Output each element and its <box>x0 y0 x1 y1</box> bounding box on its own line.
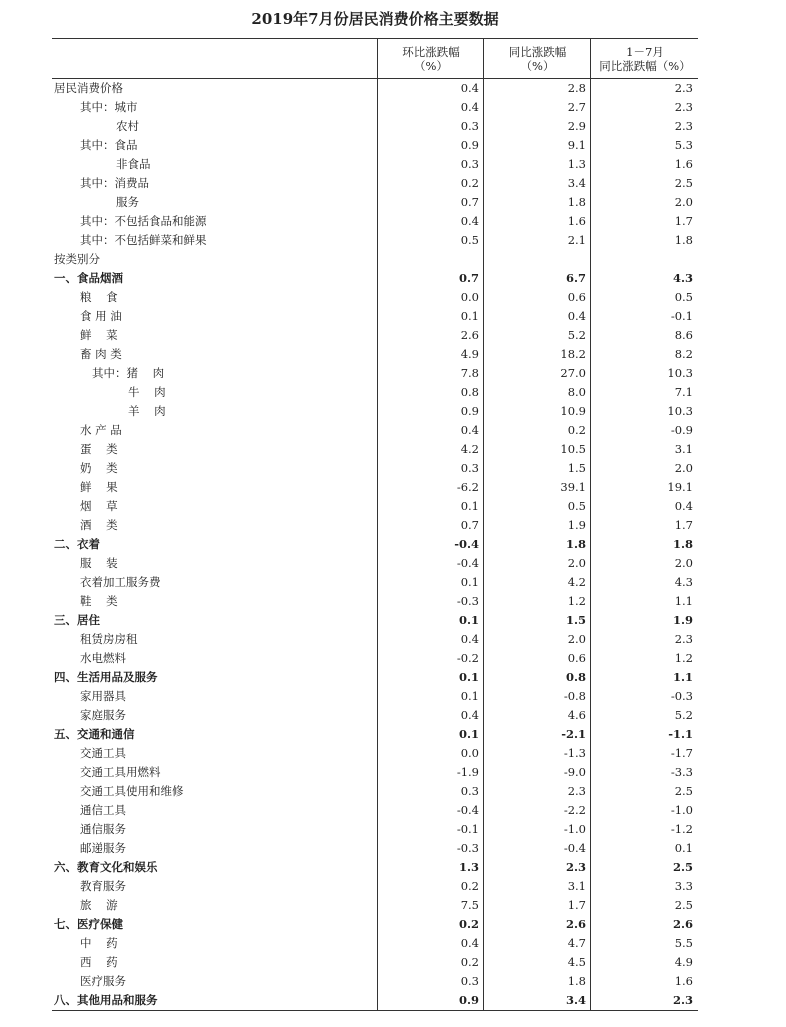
cell-mom: 0.3 <box>460 461 479 475</box>
table-row <box>52 763 698 782</box>
cell-ytd: 1.6 <box>674 974 693 988</box>
cell-yoy: 1.7 <box>567 898 586 912</box>
cell-ytd: 4.9 <box>674 955 693 969</box>
row-label: 其中：食品 <box>80 138 138 152</box>
row-label: 水电燃料 <box>80 651 126 665</box>
cell-ytd: -0.3 <box>670 689 693 703</box>
table-row <box>52 250 698 269</box>
cell-ytd: 1.9 <box>672 613 693 627</box>
cell-yoy: 18.2 <box>560 347 586 361</box>
row-label: 邮递服务 <box>80 841 126 855</box>
cell-yoy: 0.8 <box>565 670 586 684</box>
cell-ytd: 10.3 <box>667 366 693 380</box>
cell-yoy: 2.8 <box>567 81 586 95</box>
cell-ytd: 0.4 <box>674 499 693 513</box>
table-row <box>52 231 698 250</box>
cell-ytd: 2.0 <box>674 556 693 570</box>
cell-mom: 0.0 <box>460 290 479 304</box>
cell-ytd: 1.6 <box>674 157 693 171</box>
row-label: 畜 肉 类 <box>80 347 122 361</box>
cell-ytd: -1.1 <box>668 727 693 741</box>
table-row <box>52 991 698 1010</box>
row-label: 衣着加工服务费 <box>80 575 161 589</box>
table-header <box>52 39 698 79</box>
table-row <box>52 725 698 744</box>
cell-ytd: 4.3 <box>674 575 693 589</box>
row-label: 其中：不包括鲜菜和鲜果 <box>80 233 207 247</box>
table-row <box>52 79 698 98</box>
cell-yoy: 1.8 <box>567 974 586 988</box>
cell-yoy: 0.6 <box>567 651 586 665</box>
cell-yoy: 2.3 <box>565 860 586 874</box>
cell-mom: 0.4 <box>460 214 479 228</box>
table-row <box>52 573 698 592</box>
cell-yoy <box>483 250 586 269</box>
cell-mom: 0.3 <box>460 157 479 171</box>
header-yoy <box>483 39 591 78</box>
cell-ytd: 2.5 <box>672 860 693 874</box>
cell-ytd: 2.3 <box>674 119 693 133</box>
table-row <box>52 592 698 611</box>
cell-yoy: 1.2 <box>567 594 586 608</box>
cell-ytd: 0.1 <box>674 841 693 855</box>
cell-mom: 0.7 <box>460 195 479 209</box>
cell-yoy: 10.9 <box>560 404 586 418</box>
table-row <box>52 782 698 801</box>
row-label: 粮 食 <box>80 290 118 304</box>
row-label: 服务 <box>116 195 139 209</box>
cell-mom: 0.9 <box>458 993 479 1007</box>
cell-yoy: 1.9 <box>567 518 586 532</box>
row-label: 七、医疗保健 <box>54 917 123 931</box>
cell-ytd: 8.2 <box>674 347 693 361</box>
row-label: 其中：不包括食品和能源 <box>80 214 207 228</box>
cell-ytd: 2.0 <box>674 461 693 475</box>
cell-yoy: -1.3 <box>563 746 586 760</box>
cell-mom: 0.4 <box>460 936 479 950</box>
header-yoy-line2: （%） <box>520 58 555 73</box>
cell-yoy: 10.5 <box>560 442 586 456</box>
cell-mom: 0.2 <box>460 955 479 969</box>
cell-ytd: 1.7 <box>674 214 693 228</box>
cell-yoy: 1.8 <box>567 195 586 209</box>
table-row <box>52 193 698 212</box>
header-mom <box>377 39 484 78</box>
cell-mom: 1.3 <box>458 860 479 874</box>
table-row <box>52 383 698 402</box>
cell-yoy: 6.7 <box>565 271 586 285</box>
cell-mom: 0.1 <box>458 613 479 627</box>
cell-yoy: 1.6 <box>567 214 586 228</box>
row-label: 教育服务 <box>80 879 126 893</box>
cell-yoy: 27.0 <box>560 366 586 380</box>
row-label: 奶 类 <box>80 461 118 475</box>
row-label: 通信服务 <box>80 822 126 836</box>
cell-mom: 0.9 <box>460 404 479 418</box>
table-row <box>52 649 698 668</box>
cell-yoy: 2.1 <box>567 233 586 247</box>
table-row <box>52 307 698 326</box>
cell-ytd: 3.1 <box>674 442 693 456</box>
row-label: 鲜 果 <box>80 480 118 494</box>
cell-yoy: 3.4 <box>567 176 586 190</box>
cell-yoy: 5.2 <box>567 328 586 342</box>
row-label: 六、教育文化和娱乐 <box>54 860 158 874</box>
table-row <box>52 668 698 687</box>
cell-mom: 0.8 <box>460 385 479 399</box>
cell-mom: 0.3 <box>460 974 479 988</box>
cell-yoy: 1.3 <box>567 157 586 171</box>
cell-ytd: 1.7 <box>674 518 693 532</box>
cell-yoy: 1.8 <box>565 537 586 551</box>
cell-ytd: 3.3 <box>674 879 693 893</box>
cell-mom: -6.2 <box>456 480 479 494</box>
row-label: 鲜 菜 <box>80 328 118 342</box>
cpi-table <box>52 38 698 1011</box>
row-label: 四、生活用品及服务 <box>54 670 158 684</box>
cell-yoy: 2.9 <box>567 119 586 133</box>
row-label: 鞋 类 <box>80 594 118 608</box>
table-row <box>52 497 698 516</box>
cell-yoy: 1.5 <box>567 461 586 475</box>
cell-ytd: -0.9 <box>670 423 693 437</box>
cell-yoy: 0.4 <box>567 309 586 323</box>
header-mom-line2: （%） <box>414 58 448 73</box>
row-label: 二、衣着 <box>54 537 100 551</box>
cell-mom: 0.1 <box>458 727 479 741</box>
cell-ytd: 1.8 <box>672 537 693 551</box>
cell-ytd: 2.3 <box>674 81 693 95</box>
cell-ytd: 5.2 <box>674 708 693 722</box>
header-ytd <box>590 39 699 78</box>
cell-ytd: 2.5 <box>674 176 693 190</box>
cell-yoy: 2.3 <box>567 784 586 798</box>
table-body <box>52 79 698 1010</box>
cell-ytd: 8.6 <box>674 328 693 342</box>
cell-mom: 2.6 <box>460 328 479 342</box>
table-row <box>52 953 698 972</box>
cell-yoy: 4.6 <box>567 708 586 722</box>
row-label: 居民消费价格 <box>54 81 123 95</box>
cell-mom: 4.2 <box>460 442 479 456</box>
row-label: 非食品 <box>116 157 151 171</box>
cell-ytd: 2.3 <box>672 993 693 1007</box>
cell-yoy: 4.2 <box>567 575 586 589</box>
table-row <box>52 98 698 117</box>
row-label: 三、居住 <box>54 613 100 627</box>
table-row <box>52 345 698 364</box>
row-label: 食 用 油 <box>80 309 122 323</box>
row-label: 旅 游 <box>80 898 118 912</box>
cell-mom: 0.4 <box>460 81 479 95</box>
cell-ytd: 2.5 <box>674 784 693 798</box>
cell-ytd: 1.8 <box>674 233 693 247</box>
table-row <box>52 155 698 174</box>
table-row <box>52 421 698 440</box>
cell-yoy: 2.7 <box>567 100 586 114</box>
table-row <box>52 630 698 649</box>
cell-ytd: -1.0 <box>670 803 693 817</box>
row-label: 医疗服务 <box>80 974 126 988</box>
cell-mom: 0.7 <box>458 271 479 285</box>
cell-mom: -0.2 <box>456 651 479 665</box>
cell-mom: 0.4 <box>460 708 479 722</box>
row-label: 中 药 <box>80 936 118 950</box>
cell-mom: 7.5 <box>460 898 479 912</box>
cell-yoy: 4.5 <box>567 955 586 969</box>
cell-yoy: 8.0 <box>567 385 586 399</box>
cell-mom: 0.4 <box>460 423 479 437</box>
table-row <box>52 402 698 421</box>
row-label: 一、食品烟酒 <box>54 271 123 285</box>
cell-mom: -0.4 <box>456 803 479 817</box>
table-row <box>52 212 698 231</box>
cell-ytd: 7.1 <box>674 385 693 399</box>
table-row <box>52 934 698 953</box>
cell-yoy: 9.1 <box>567 138 586 152</box>
cell-mom: 0.4 <box>460 632 479 646</box>
cell-mom: 0.1 <box>460 575 479 589</box>
cell-yoy: 3.1 <box>567 879 586 893</box>
cell-yoy: -2.2 <box>563 803 586 817</box>
cell-ytd: 2.3 <box>674 632 693 646</box>
table-row <box>52 896 698 915</box>
cell-mom: 0.0 <box>460 746 479 760</box>
cell-mom: 0.2 <box>458 917 479 931</box>
cell-ytd: 5.3 <box>674 138 693 152</box>
table-row <box>52 554 698 573</box>
cell-yoy: 2.0 <box>567 556 586 570</box>
row-label: 五、交通和通信 <box>54 727 135 741</box>
cell-yoy: 0.6 <box>567 290 586 304</box>
cell-mom: 0.9 <box>460 138 479 152</box>
table-row <box>52 174 698 193</box>
cell-yoy: 2.0 <box>567 632 586 646</box>
table-row <box>52 440 698 459</box>
table-row <box>52 801 698 820</box>
cell-mom: 4.9 <box>460 347 479 361</box>
row-label: 交通工具用燃料 <box>80 765 161 779</box>
cell-yoy: -0.4 <box>563 841 586 855</box>
cell-ytd: 1.1 <box>674 594 693 608</box>
table-row <box>52 117 698 136</box>
table-row <box>52 915 698 934</box>
cell-yoy: -0.8 <box>563 689 586 703</box>
row-label: 租赁房房租 <box>80 632 138 646</box>
cell-yoy: 1.5 <box>565 613 586 627</box>
cell-ytd: 10.3 <box>667 404 693 418</box>
cell-mom: 7.8 <box>460 366 479 380</box>
cell-ytd: -3.3 <box>670 765 693 779</box>
row-label: 通信工具 <box>80 803 126 817</box>
row-label: 水 产 品 <box>80 423 122 437</box>
table-row <box>52 687 698 706</box>
table-row <box>52 820 698 839</box>
header-ytd-line1: 1－7月 <box>626 44 664 59</box>
table-row <box>52 611 698 630</box>
cell-mom: 0.7 <box>460 518 479 532</box>
cell-ytd: 2.5 <box>674 898 693 912</box>
table-row <box>52 364 698 383</box>
cell-mom: 0.1 <box>460 689 479 703</box>
cell-mom: 0.1 <box>460 499 479 513</box>
table-row <box>52 744 698 763</box>
row-label: 交通工具使用和维修 <box>80 784 184 798</box>
cell-ytd: -1.2 <box>670 822 693 836</box>
cell-mom: -0.4 <box>456 556 479 570</box>
cell-ytd: 5.5 <box>674 936 693 950</box>
table-row <box>52 972 698 991</box>
cell-ytd: 4.3 <box>672 271 693 285</box>
row-label: 按类别分 <box>54 252 100 266</box>
cell-mom: 0.4 <box>460 100 479 114</box>
cell-mom: 0.1 <box>458 670 479 684</box>
row-label: 羊 肉 <box>128 404 166 418</box>
cell-mom: 0.3 <box>460 784 479 798</box>
cell-mom: 0.1 <box>460 309 479 323</box>
row-label: 交通工具 <box>80 746 126 760</box>
cell-mom: 0.5 <box>460 233 479 247</box>
cell-ytd: 19.1 <box>667 480 693 494</box>
cell-mom: 0.2 <box>460 879 479 893</box>
cell-mom: -0.1 <box>456 822 479 836</box>
cell-ytd: 1.1 <box>672 670 693 684</box>
row-label: 家庭服务 <box>80 708 126 722</box>
cell-mom: -0.4 <box>454 537 479 551</box>
table-row <box>52 269 698 288</box>
table-row <box>52 839 698 858</box>
row-label: 牛 肉 <box>128 385 166 399</box>
row-label: 酒 类 <box>80 518 118 532</box>
cell-ytd: -1.7 <box>670 746 693 760</box>
cell-mom: -1.9 <box>456 765 479 779</box>
cell-yoy: 0.5 <box>567 499 586 513</box>
row-label: 八、其他用品和服务 <box>54 993 158 1007</box>
table-row <box>52 136 698 155</box>
cell-ytd: 0.5 <box>674 290 693 304</box>
header-yoy-line1: 同比涨跌幅 <box>508 44 567 59</box>
cell-ytd: 2.3 <box>674 100 693 114</box>
table-row <box>52 706 698 725</box>
header-ytd-line2: 同比涨跌幅（%） <box>599 58 691 73</box>
cell-yoy: -9.0 <box>563 765 586 779</box>
cell-ytd: 2.6 <box>672 917 693 931</box>
row-label: 其中：城市 <box>80 100 138 114</box>
table-row <box>52 288 698 307</box>
cell-yoy: -1.0 <box>563 822 586 836</box>
cell-yoy: 39.1 <box>560 480 586 494</box>
cell-mom: -0.3 <box>456 594 479 608</box>
table-row <box>52 459 698 478</box>
row-label: 西 药 <box>80 955 118 969</box>
cell-ytd: 2.0 <box>674 195 693 209</box>
table-row <box>52 326 698 345</box>
page-title: 2019年7月份居民消费价格主要数据 <box>251 10 499 28</box>
row-label: 家用器具 <box>80 689 126 703</box>
row-label: 服 装 <box>80 556 118 570</box>
row-label: 烟 草 <box>80 499 118 513</box>
cell-yoy: 4.7 <box>567 936 586 950</box>
table-row <box>52 877 698 896</box>
header-mom-line1: 环比涨跌幅 <box>402 44 460 59</box>
table-row <box>52 535 698 554</box>
cell-yoy: -2.1 <box>561 727 586 741</box>
row-label: 其中：猪 肉 <box>92 366 165 380</box>
cell-ytd: 1.2 <box>674 651 693 665</box>
cell-ytd <box>590 250 693 269</box>
row-label: 蛋 类 <box>80 442 118 456</box>
cell-mom: -0.3 <box>456 841 479 855</box>
row-label: 农村 <box>116 119 139 133</box>
cell-yoy: 2.6 <box>565 917 586 931</box>
table-row <box>52 516 698 535</box>
cell-mom: 0.3 <box>460 119 479 133</box>
cell-mom: 0.2 <box>460 176 479 190</box>
cell-ytd: -0.1 <box>670 309 693 323</box>
cell-mom <box>377 250 479 269</box>
cell-yoy: 3.4 <box>565 993 586 1007</box>
table-row <box>52 858 698 877</box>
row-label: 其中：消费品 <box>80 176 149 190</box>
cell-yoy: 0.2 <box>567 423 586 437</box>
table-row <box>52 478 698 497</box>
